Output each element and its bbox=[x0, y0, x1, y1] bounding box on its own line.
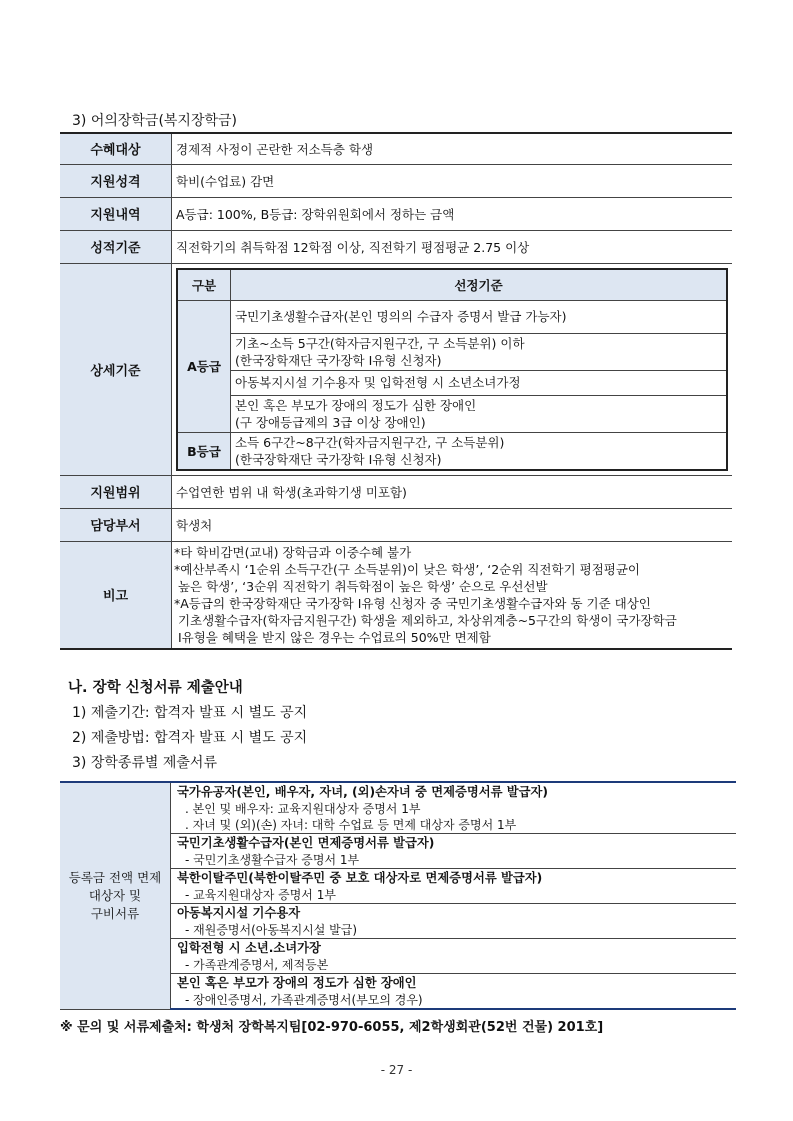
header-criteria: 선정기준 bbox=[231, 269, 728, 301]
list-item: 1) 제출기간: 합격자 발표 시 별도 공지 bbox=[72, 705, 308, 721]
note-cell: *타 학비감면(교내) 장학금과 이중수혜 불가 *예산부족시 ‘1순위 소득구간(구 소득분위)이 낮은 학생’, ‘2순위 직전학기 평점평균이 높은 학생’, ‘3순위 직전학기 취득학점이 높은 학생’ 순으로 우선선발 *A등급의 한국장학재단 국가장학 I유형 신청자 중 국민기초생활수급자와 동 기준 대상인 기초생활수급자(학자금지원구간) 학생을 제외하고, 차상위계층~5구간의 학생이 국가장학금 I유형을 혜택을 받지 않은 경우는 수업료의 50%만 면제함 bbox=[172, 541, 733, 649]
row-label: 지원내역 bbox=[60, 197, 172, 230]
detail-cell bbox=[172, 263, 733, 475]
table-row bbox=[60, 508, 732, 541]
row-value: 수업연한 범위 내 학생(초과학기생 미포함) bbox=[172, 475, 733, 508]
section-title: 3) 어의장학금(복지장학금) bbox=[72, 113, 237, 129]
row-label: 비고 bbox=[60, 541, 172, 649]
detail-criteria-table bbox=[176, 268, 728, 471]
scholarship-table bbox=[60, 132, 732, 650]
table-row bbox=[60, 475, 732, 508]
table-row bbox=[60, 230, 732, 263]
criteria-item: 아동복지시설 기수용자 및 입학전형 시 소년소녀가정 bbox=[231, 370, 728, 395]
group-cell: 국가유공자(본인, 배우자, 자녀, (외)손자녀 중 면제증명서류 발급자) . 본인 및 배우자: 교육지원대상자 증명서 1부 . 자녀 및 (외)(손) 자녀: 대학 수업료 등 면제 대상자 증명서 1부 bbox=[171, 782, 737, 834]
row-value: 직전학기의 취득학점 12학점 이상, 직전학기 평점평균 2.75 이상 bbox=[172, 230, 733, 263]
header-grade: 구분 bbox=[177, 269, 231, 301]
contact-info: ※ 문의 및 서류제출처: 학생처 장학복지팀[02-970-6055, 제2학생회관(52번 건물) 201호] bbox=[60, 1020, 604, 1035]
criteria-item: 소득 6구간~8구간(학자금지원구간, 구 소득분위) (한국장학재단 국가장학 I유형 신청자) bbox=[231, 432, 728, 470]
row-value: 경제적 사정이 곤란한 저소득층 학생 bbox=[172, 133, 733, 164]
documents-left-label: 등록금 전액 면제 대상자 및 구비서류 bbox=[60, 782, 171, 1009]
criteria-item: 기초~소득 5구간(학자금지원구간, 구 소득분위) 이하 (한국장학재단 국가장학 I유형 신청자) bbox=[231, 333, 728, 370]
documents-table bbox=[60, 781, 736, 1010]
table-row bbox=[60, 133, 732, 164]
page-number: - 27 - bbox=[380, 1063, 413, 1077]
grade-b: B등급 bbox=[177, 432, 231, 470]
table-row bbox=[60, 164, 732, 197]
group-cell: 입학전형 시 소년.소녀가장 - 가족관계증명서, 제적등본 bbox=[171, 939, 737, 974]
list-item: 2) 제출방법: 합격자 발표 시 별도 공지 bbox=[72, 730, 308, 746]
row-label: 지원성격 bbox=[60, 164, 172, 197]
row-label: 지원범위 bbox=[60, 475, 172, 508]
table-row bbox=[60, 197, 732, 230]
group-cell: 북한이탈주민(북한이탈주민 중 보호 대상자로 면제증명서류 발급자) - 교육지원대상자 증명서 1부 bbox=[171, 869, 737, 904]
criteria-item: 국민기초생활수급자(본인 명의의 수급자 증명서 발급 가능자) bbox=[231, 300, 728, 333]
criteria-item: 본인 혹은 부모가 장애의 정도가 심한 장애인 (구 장애등급제의 3급 이상 장애인) bbox=[231, 395, 728, 432]
row-label: 상세기준 bbox=[60, 263, 172, 475]
row-label: 성적기준 bbox=[60, 230, 172, 263]
group-cell: 국민기초생활수급자(본인 면제증명서류 발급자) - 국민기초생활수급자 증명서 1부 bbox=[171, 834, 737, 869]
table-row-note bbox=[60, 541, 732, 649]
table-row-detail bbox=[60, 263, 732, 475]
row-label: 담당부서 bbox=[60, 508, 172, 541]
row-label: 수혜대상 bbox=[60, 133, 172, 164]
section-heading: 나. 장학 신청서류 제출안내 bbox=[68, 680, 243, 696]
row-value: 학생처 bbox=[172, 508, 733, 541]
grade-a: A등급 bbox=[177, 300, 231, 432]
row-value: A등급: 100%, B등급: 장학위원회에서 정하는 금액 bbox=[172, 197, 733, 230]
row-value: 학비(수업료) 감면 bbox=[172, 164, 733, 197]
list-item: 3) 장학종류별 제출서류 bbox=[72, 755, 217, 771]
group-cell: 아동복지시설 기수용자 - 재원증명서(아동복지시설 발급) bbox=[171, 904, 737, 939]
group-cell: 본인 혹은 부모가 장애의 정도가 심한 장애인 - 장애인증명서, 가족관계증명서(부모의 경우) bbox=[171, 974, 737, 1010]
